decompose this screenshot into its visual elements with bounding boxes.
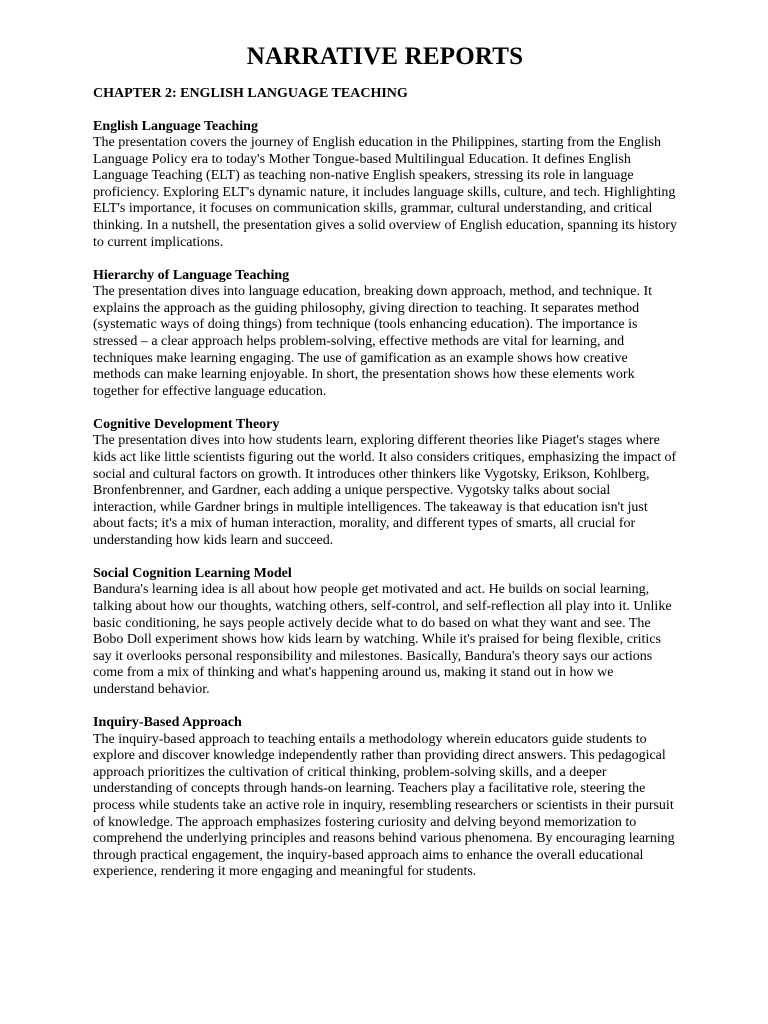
section-heading: Hierarchy of Language Teaching [93, 267, 290, 283]
section-body: Bandura's learning idea is all about how people get motivated and act. He builds on social learning, talking about how our thoughts, watching others, self-control, and self-reflection all play into it. Unlike basic conditioning, he says people actively decide what to do based on what they want and see. The Bobo Doll experiment shows how kids learn by watching. While it's praised for being flexible, critics say it overlooks personal responsibility and milestones. Basically, Bandura's theory says our actions come from a mix of thinking and what's happening around us, making it stand out in how we understand behavior. [93, 582, 672, 698]
document-title: NARRATIVE REPORTS [246, 43, 524, 70]
section-body: The presentation dives into how students learn, exploring different theories like Piaget's stages where kids act like little scientists figuring out the world. It also considers critiques, emphasizing the impact of social and cultural factors on growth. It introduces other thinkers like Vygotsky, Erikson, Kohlberg, Bronfenbrenner, and Gardner, each adding a unique perspective. Vygotsky talks about social interaction, while Gardner brings in multiple intelligences. The takeaway is that education isn't just about facts; it's a mix of human interaction, morality, and different types of smarts, all crucial for understanding how kids learn and succeed. [93, 433, 677, 548]
section-social-cognition-learning-model [93, 566, 677, 699]
section-heading: Social Cognition Learning Model [93, 565, 292, 581]
section-cognitive-development-theory [93, 417, 677, 550]
section-english-language-teaching [93, 119, 677, 252]
section-body: The inquiry-based approach to teaching entails a methodology wherein educators guide students to explore and discover knowledge independently rather than providing direct answers. This pedagogical approach prioritizes the cultivation of critical thinking, problem-solving skills, and a deeper understanding of concepts through hands-on learning. Teachers play a facilitative role, steering the process while students take an active role in inquiry, resembling researchers or scientists in their pursuit of knowledge. The approach emphasizes fostering curiosity and delving beyond memorization to comprehend the underlying principles and reasons behind various phenomena. By encouraging learning through practical engagement, the inquiry-based approach aims to enhance the overall educational experience, rendering it more engaging and meaningful for students. [93, 731, 675, 880]
section-hierarchy-of-language-teaching [93, 268, 677, 401]
section-heading: English Language Teaching [93, 118, 258, 134]
section-inquiry-based-approach [93, 715, 677, 881]
chapter-heading: CHAPTER 2: ENGLISH LANGUAGE TEACHING [93, 86, 408, 101]
section-body: The presentation dives into language education, breaking down approach, method, and technique. It explains the approach as the guiding philosophy, giving direction to teaching. It separates method (systematic ways of doing things) from technique (tools enhancing education). The importance is stressed – a clear approach helps problem-solving, effective methods are vital for learning, and techniques make learning engaging. The use of gamification as an example shows how creative methods can make learning enjoyable. In short, the presentation shows how these elements work together for effective language education. [93, 284, 653, 399]
document-page [93, 42, 677, 897]
section-heading: Inquiry-Based Approach [93, 715, 242, 731]
section-body: The presentation covers the journey of English education in the Philippines, starting from the English Language Policy era to today's Mother Tongue-based Multilingual Education. It defines English Language Teaching (ELT) as teaching non-native English speakers, stressing its role in language proficiency. Exploring ELT's dynamic nature, it includes language skills, culture, and tech. Highlighting ELT's importance, it focuses on communication skills, grammar, cultural understanding, and critical thinking. In a nutshell, the presentation gives a solid overview of English education, spanning its history to current implications. [93, 135, 678, 250]
section-heading: Cognitive Development Theory [93, 416, 280, 432]
